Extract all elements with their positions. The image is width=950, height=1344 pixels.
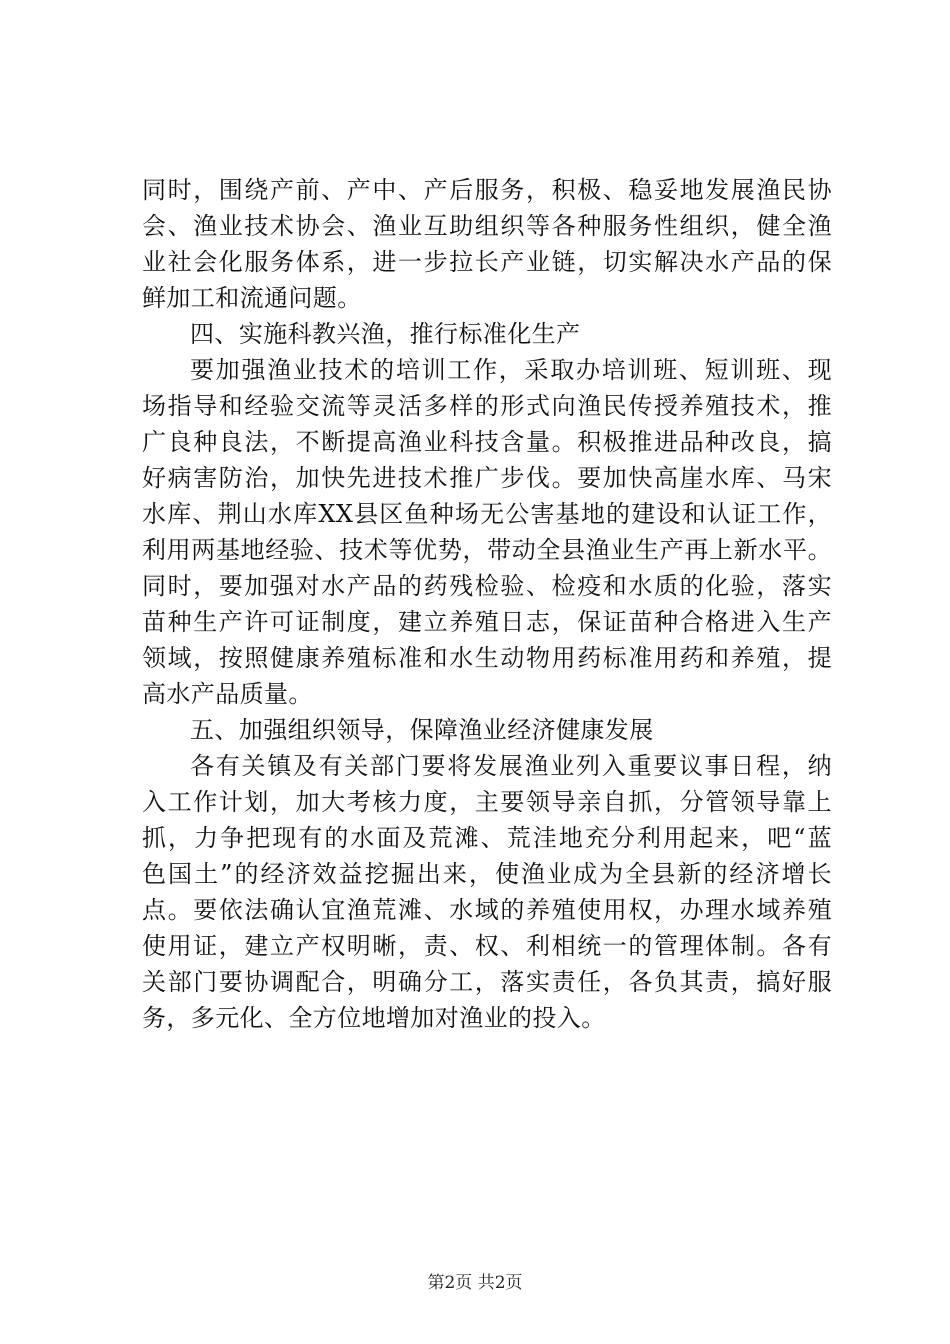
section-heading-5: 五、加强组织领导，保障渔业经济健康发展 bbox=[190, 716, 654, 744]
text-line: 利用两基地经验、技术等优势，带动全县渔业生产再上新水平。 bbox=[142, 536, 832, 564]
text-line: 会、渔业技术协会、渔业互助组织等各种服务性组织，健全渔 bbox=[142, 212, 832, 240]
text-line: 好病害防治，加快先进技术推广步伐。要加快高崖水库、马宋 bbox=[142, 464, 832, 492]
text-line: 色国土”的经济效益挖掘出来，使渔业成为全县新的经济增长 bbox=[142, 860, 832, 888]
text-line: 鲜加工和流通问题。 bbox=[142, 284, 362, 312]
text-line: 水库、荆山水库XX县区鱼种场无公害基地的建设和认证工作， bbox=[142, 500, 832, 528]
text-line: 入工作计划，加大考核力度，主要领导亲自抓，分管领导靠上 bbox=[142, 788, 832, 816]
page-number-footer: 第2页 共2页 bbox=[427, 1273, 523, 1293]
text-line: 同时，要加强对水产品的药残检验、检疫和水质的化验，落实 bbox=[142, 572, 832, 600]
text-line: 关部门要协调配合，明确分工，落实责任，各负其责，搞好服 bbox=[142, 968, 832, 996]
document-body bbox=[142, 172, 832, 1036]
text-line: 场指导和经验交流等灵活多样的形式向渔民传授养殖技术，推 bbox=[142, 392, 832, 420]
text-line: 使用证，建立产权明晰，责、权、利相统一的管理体制。各有 bbox=[142, 932, 832, 960]
text-line: 点。要依法确认宜渔荒滩、水域的养殖使用权，办理水域养殖 bbox=[142, 896, 832, 924]
text-line: 领域，按照健康养殖标准和水生动物用药标准用药和养殖，提 bbox=[142, 644, 832, 672]
text-line: 业社会化服务体系，进一步拉长产业链，切实解决水产品的保 bbox=[142, 248, 832, 276]
section-heading-4: 四、实施科教兴渔，推行标准化生产 bbox=[190, 320, 581, 348]
text-line: 广良种良法，不断提高渔业科技含量。积极推进品种改良，搞 bbox=[142, 428, 832, 456]
text-line: 苗种生产许可证制度，建立养殖日志，保证苗种合格进入生产 bbox=[142, 608, 832, 636]
text-line: 务，多元化、全方位地增加对渔业的投入。 bbox=[142, 1004, 606, 1032]
text-line: 抓，力争把现有的水面及荒滩、荒洼地充分利用起来，吧“蓝 bbox=[142, 824, 832, 852]
text-line: 要加强渔业技术的培训工作，采取办培训班、短训班、现 bbox=[190, 356, 832, 384]
text-line: 同时，围绕产前、产中、产后服务，积极、稳妥地发展渔民协 bbox=[142, 176, 832, 204]
text-line: 高水产品质量。 bbox=[142, 680, 313, 708]
text-line: 各有关镇及有关部门要将发展渔业列入重要议事日程，纳 bbox=[190, 752, 832, 780]
